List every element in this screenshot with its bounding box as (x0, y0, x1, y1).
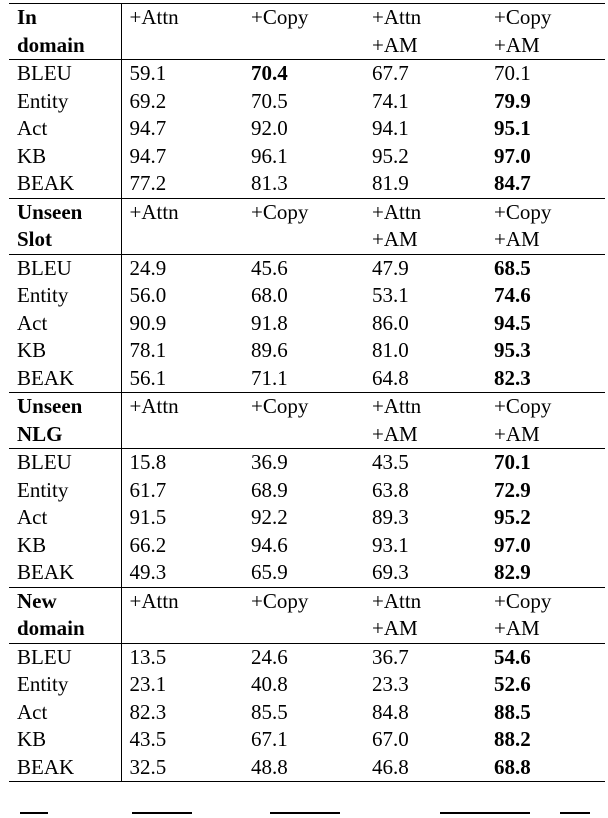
table-cell: 32.5 (121, 754, 243, 782)
results-table (9, 3, 605, 782)
table-cell: 48.8 (243, 754, 364, 782)
table-row (9, 254, 605, 282)
table-cell: 77.2 (129, 171, 167, 195)
table-cell: 85.5 (251, 699, 288, 724)
column-header: +AM (486, 615, 605, 643)
table-cell-best: 82.3 (494, 365, 531, 390)
column-header: +Copy (486, 198, 605, 226)
table-cell: 24.9 (129, 255, 167, 280)
table-cell: 47.9 (372, 255, 409, 280)
group-header-row (9, 587, 605, 615)
table-cell: 93.1 (372, 532, 409, 557)
column-header: +Attn (121, 4, 243, 32)
table-cell: 66.2 (129, 532, 167, 557)
table-cell: 69.3 (372, 560, 409, 584)
table-row (9, 559, 605, 587)
table-cell-best: 84.7 (494, 171, 531, 195)
column-header: +Attn (364, 393, 486, 421)
column-header: +Attn (364, 198, 486, 226)
column-header (121, 32, 243, 60)
table-row (9, 365, 605, 393)
group-label: domain (9, 615, 121, 643)
metric-label: KB (9, 143, 121, 171)
table-row (9, 449, 605, 477)
table-row (9, 310, 605, 338)
table-cell: 94.1 (372, 116, 409, 140)
table-cell-best: 70.1 (494, 450, 531, 474)
table-row (9, 477, 605, 505)
metric-label: Act (9, 699, 121, 727)
table-cell: 67.1 (251, 727, 288, 751)
column-header: +Copy (243, 198, 364, 226)
group-header-row (9, 4, 605, 32)
table-cell-best: 82.9 (494, 560, 531, 584)
table-cell-best: 72.9 (494, 477, 531, 502)
table-row (9, 337, 605, 365)
table-cell: 70.1 (494, 61, 531, 85)
table-cell-best: 95.2 (494, 505, 531, 529)
group-label: Slot (9, 226, 121, 254)
table-row (9, 726, 605, 754)
table-row (9, 643, 605, 671)
table-cell: 56.0 (129, 283, 167, 307)
metric-label: Act (9, 310, 121, 338)
table-cell: 96.1 (251, 143, 288, 168)
table-cell: 89.6 (251, 338, 288, 362)
column-header: +Attn (121, 393, 243, 421)
table-cell: 63.8 (372, 477, 409, 502)
table-cell: 78.1 (129, 338, 167, 362)
table-body (9, 4, 605, 782)
metric-label: BEAK (9, 365, 121, 393)
table-cell: 69.2 (129, 88, 167, 113)
table-cell: 86.0 (372, 310, 409, 335)
group-header-row (9, 393, 605, 421)
table-row (9, 754, 605, 782)
column-header (243, 615, 364, 643)
metric-label: BLEU (9, 643, 121, 671)
table-cell: 67.7 (372, 61, 409, 85)
table-cell: 23.1 (129, 672, 167, 696)
group-label: domain (9, 32, 121, 60)
metric-label: Entity (9, 477, 121, 505)
table-cell: 13.5 (129, 644, 167, 669)
table-cell: 94.7 (129, 116, 167, 140)
table-cell: 49.3 (129, 560, 167, 584)
table-cell: 45.6 (251, 255, 288, 280)
table-cell: 53.1 (372, 283, 409, 307)
table-cell: 24.6 (251, 644, 288, 669)
group-header-row (9, 198, 605, 226)
metric-label: BLEU (9, 60, 121, 88)
column-header: +AM (364, 226, 486, 254)
metric-label: KB (9, 337, 121, 365)
group-label: New (9, 587, 121, 615)
table-row (9, 60, 605, 88)
group-header-row (9, 421, 605, 449)
table-cell-best: 97.0 (494, 143, 531, 168)
column-header: +AM (364, 421, 486, 449)
table-cell: 91.8 (251, 310, 288, 335)
table-cell: 84.8 (372, 699, 409, 724)
table-cell: 81.9 (372, 171, 409, 195)
column-header (121, 615, 243, 643)
table-cell: 67.0 (372, 727, 409, 751)
table-cell-best: 88.2 (494, 727, 531, 751)
column-header: +Copy (243, 393, 364, 421)
table-row (9, 699, 605, 727)
table-cell: 94.7 (129, 143, 167, 168)
table-cell-best: 94.5 (494, 310, 531, 335)
table-cell-best: 74.6 (494, 283, 531, 307)
table-cell: 61.7 (129, 477, 167, 502)
column-header: +Attn (364, 4, 486, 32)
table-cell: 43.5 (372, 450, 409, 474)
column-header: +Copy (486, 4, 605, 32)
column-header (243, 32, 364, 60)
group-label: NLG (9, 421, 121, 449)
table-cell: 92.0 (251, 116, 288, 140)
group-header-row (9, 615, 605, 643)
table-cell: 40.8 (251, 672, 288, 696)
metric-label: Act (9, 504, 121, 532)
column-header (243, 226, 364, 254)
column-header: +Copy (486, 587, 605, 615)
table-cell: 70.5 (251, 88, 288, 113)
table-row (9, 671, 605, 699)
metric-label: KB (9, 726, 121, 754)
group-header-row (9, 226, 605, 254)
table-row (9, 532, 605, 560)
group-label: In (9, 4, 121, 32)
column-header (121, 421, 243, 449)
column-header: +Copy (243, 4, 364, 32)
metric-label: BEAK (9, 559, 121, 587)
column-header: +Copy (243, 587, 364, 615)
table-cell: 90.9 (129, 310, 167, 335)
table-row (9, 143, 605, 171)
table-cell: 95.2 (372, 143, 409, 168)
group-label: Unseen (9, 393, 121, 421)
cropped-caption-fragment (20, 806, 590, 818)
metric-label: BLEU (9, 449, 121, 477)
table-row (9, 88, 605, 116)
table-row (9, 170, 605, 198)
table-cell: 36.9 (251, 450, 288, 474)
table-cell-best: 68.5 (494, 255, 531, 280)
table-cell: 23.3 (372, 672, 409, 696)
table-cell-best: 95.3 (494, 338, 531, 362)
metric-label: Entity (9, 671, 121, 699)
table-cell: 89.3 (372, 505, 409, 529)
table-cell: 46.8 (364, 754, 486, 782)
metric-label: Entity (9, 88, 121, 116)
table-row (9, 504, 605, 532)
table-cell: 81.3 (251, 171, 288, 195)
table-cell: 71.1 (251, 365, 288, 390)
table-cell: 43.5 (129, 727, 167, 751)
column-header: +Attn (364, 587, 486, 615)
table-cell: 81.0 (372, 338, 409, 362)
column-header: +Attn (121, 587, 243, 615)
table-cell: 92.2 (251, 505, 288, 529)
table-cell: 56.1 (129, 365, 167, 390)
table-cell-best: 70.4 (251, 61, 288, 85)
table-cell-best: 79.9 (494, 88, 531, 113)
table-cell: 82.3 (129, 699, 167, 724)
table-cell-best: 52.6 (494, 672, 531, 696)
table-row (9, 282, 605, 310)
table-row (9, 115, 605, 143)
table-cell: 36.7 (372, 644, 409, 669)
metric-label: Act (9, 115, 121, 143)
table-cell: 91.5 (129, 505, 167, 529)
column-header: +AM (486, 226, 605, 254)
metric-label: Entity (9, 282, 121, 310)
table-cell-best: 88.5 (494, 699, 531, 724)
metric-label: BEAK (9, 754, 121, 782)
metric-label: KB (9, 532, 121, 560)
metric-label: BEAK (9, 170, 121, 198)
table-cell: 94.6 (251, 532, 288, 557)
table-cell: 59.1 (129, 61, 167, 85)
column-header (121, 226, 243, 254)
column-header: +Copy (486, 393, 605, 421)
column-header: +AM (364, 615, 486, 643)
group-header-row (9, 32, 605, 60)
table-cell-best: 95.1 (494, 116, 531, 140)
column-header: +AM (364, 32, 486, 60)
column-header: +AM (486, 421, 605, 449)
column-header (243, 421, 364, 449)
group-label: Unseen (9, 198, 121, 226)
table-cell: 65.9 (251, 560, 288, 584)
table-cell: 74.1 (372, 88, 409, 113)
table-cell: 68.9 (251, 477, 288, 502)
table-cell-best: 97.0 (494, 532, 531, 557)
metric-label: BLEU (9, 254, 121, 282)
table-cell: 64.8 (372, 365, 409, 390)
table-cell: 68.0 (251, 283, 288, 307)
column-header: +AM (486, 32, 605, 60)
table-cell-best: 68.8 (486, 754, 605, 782)
table-cell-best: 54.6 (494, 644, 531, 669)
table-cell: 15.8 (129, 450, 167, 474)
column-header: +Attn (121, 198, 243, 226)
